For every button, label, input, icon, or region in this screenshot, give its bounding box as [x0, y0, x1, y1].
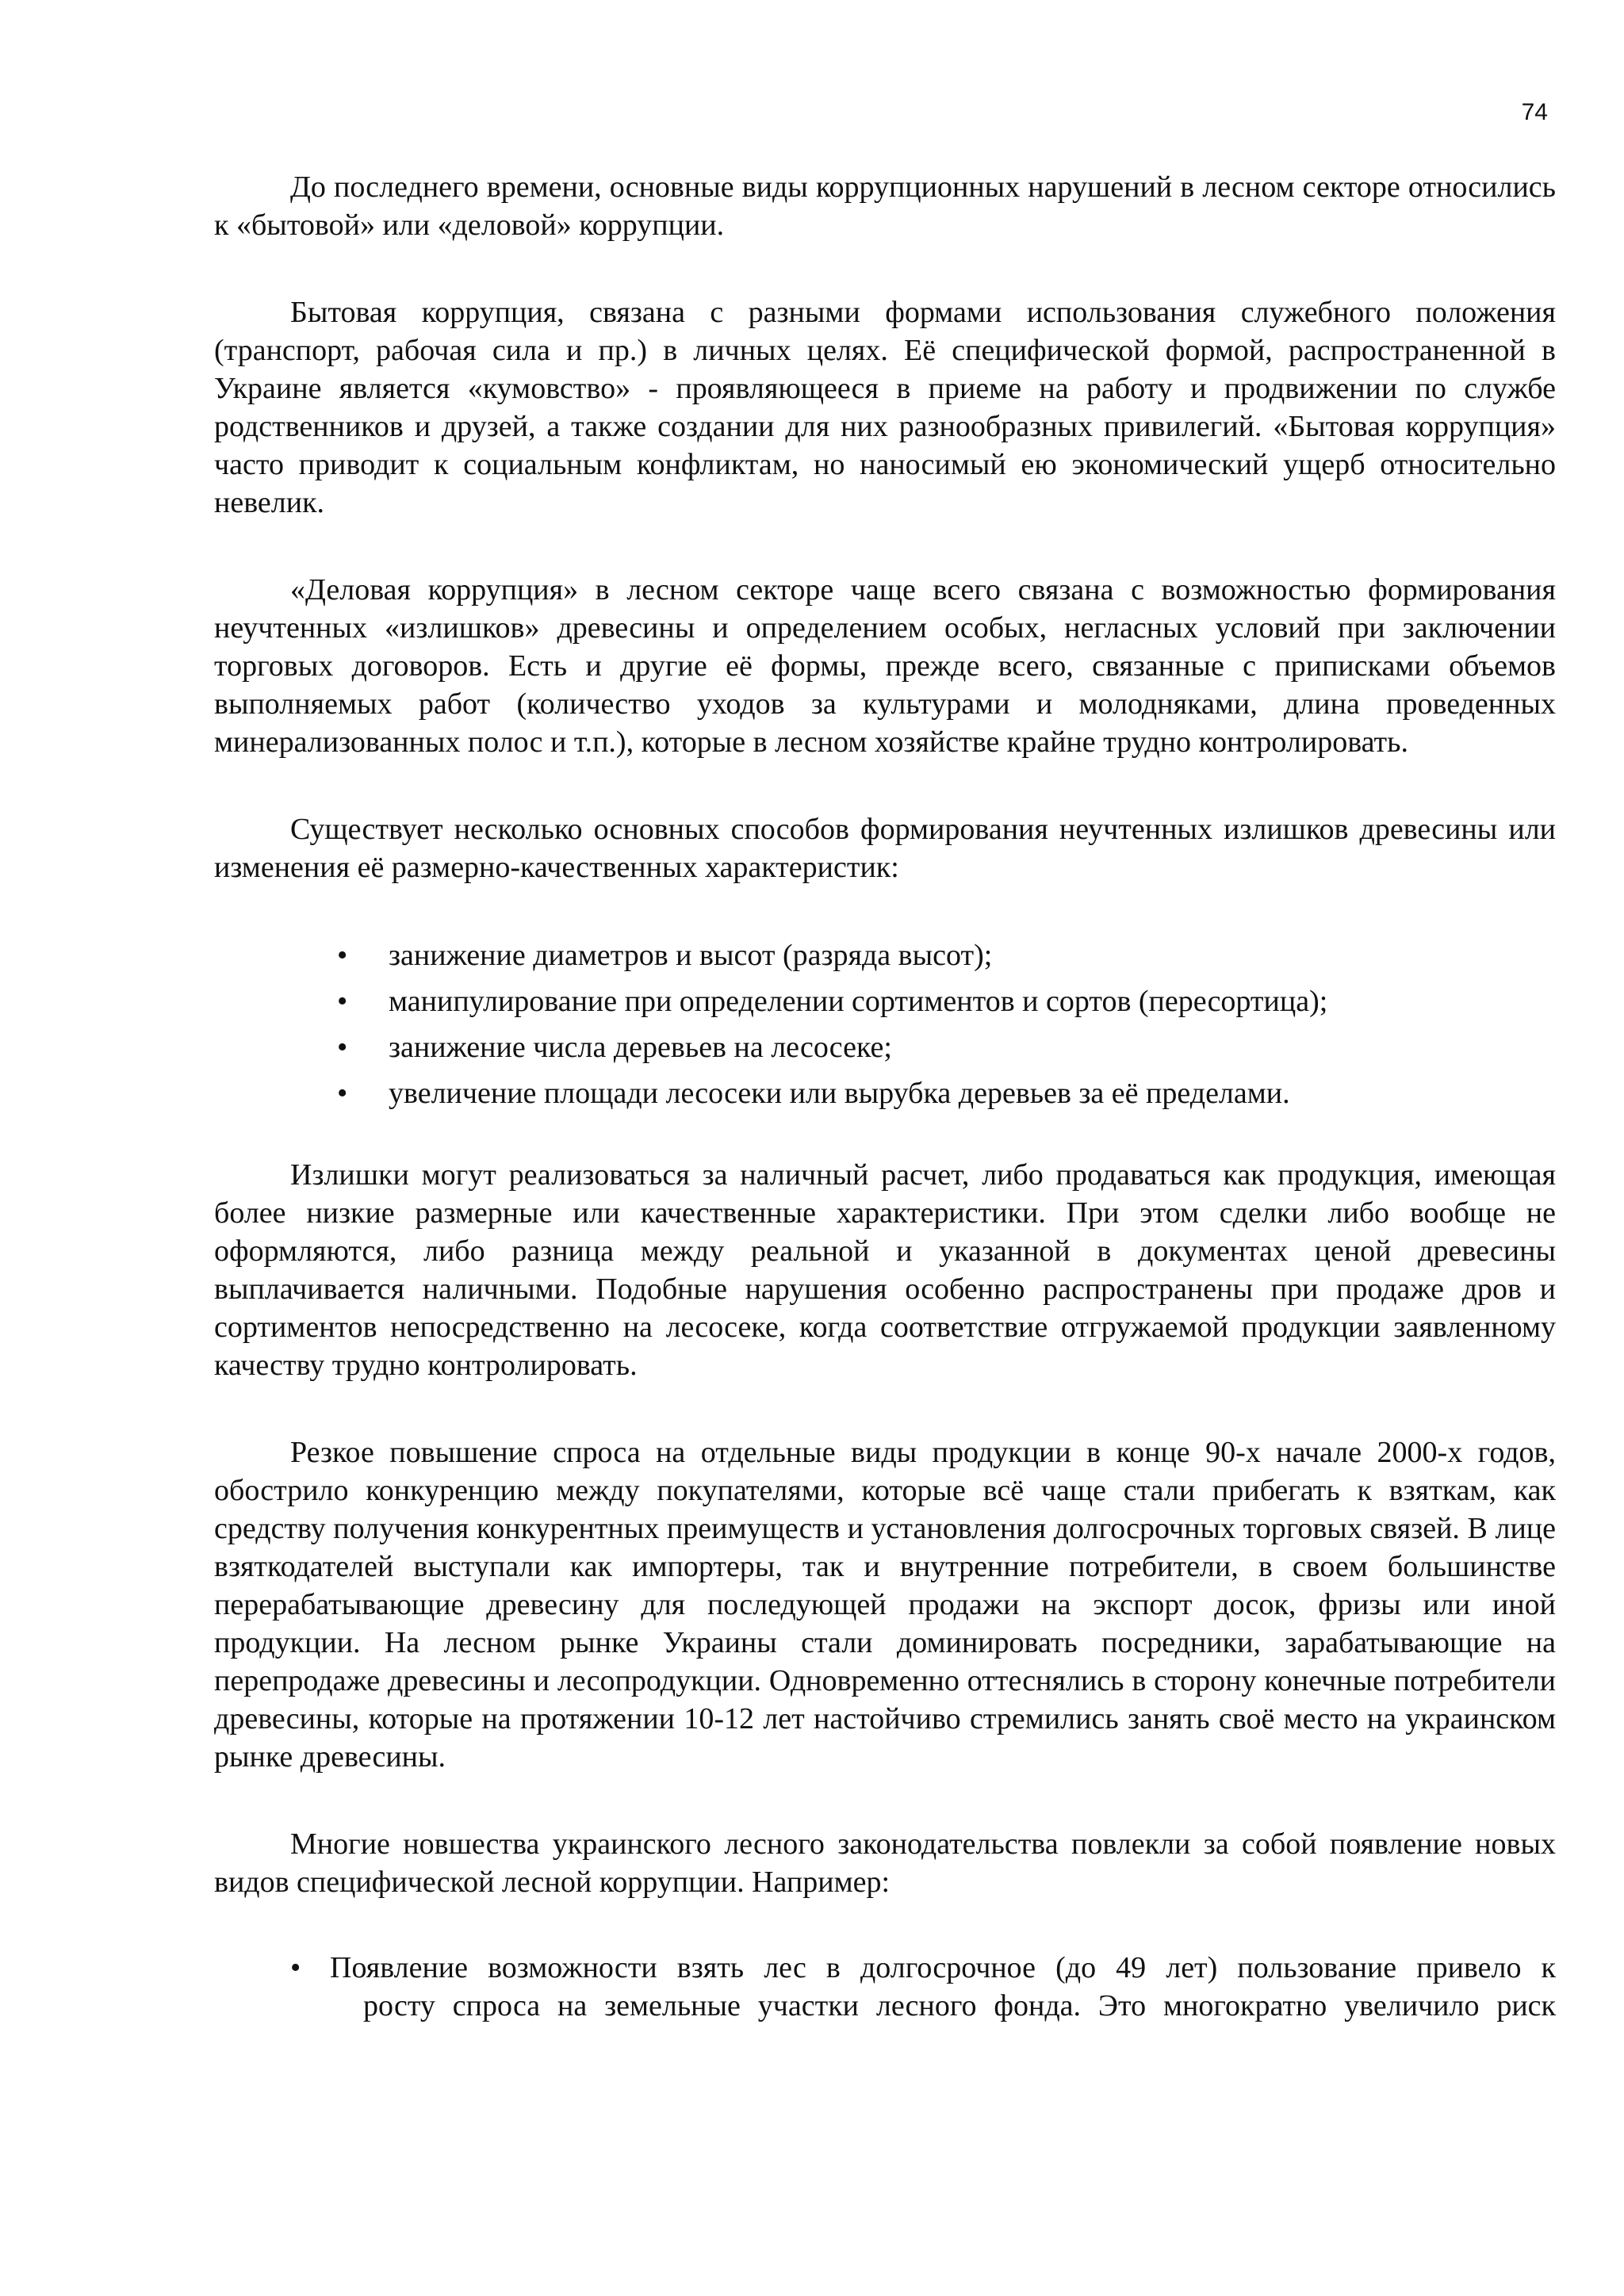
paragraph: Излишки могут реализоваться за наличный расчет, либо продаваться как продукция, имеющая более низкие размерные или качественные характеристики. При этом сделки либо вообще не оформляются, либо разница между реальной и указанной в документах ценой древесины выплачивается наличными. Подобные нарушения особенно распространены при продаже дров и сортиментов непосредственно на лесосеке, когда соответствие отгружаемой продукции заявленному качеству трудно контролировать.: [214, 1158, 1556, 1382]
document-body: [214, 168, 1556, 2025]
list-item: • занижение диаметров и высот (разряда высот);: [214, 932, 1556, 978]
bullet-icon: •: [337, 1031, 348, 1064]
bullet-icon: •: [337, 1077, 348, 1110]
list-item: [214, 1949, 1556, 2025]
bullet-icon: •: [337, 985, 348, 1018]
bullet-icon: •: [337, 939, 348, 972]
paragraph: «Деловая коррупция» в лесном секторе чаще всего связана с возможностью формирования неучтенных «излишков» древесины и определением особых, негласных условий при заключении торговых договоров. Есть и другие её формы, прежде всего, связанные с приписками объемов выполняемых работ (количество уходов за культурами и молодняками, длина проведенных минерализованных полос и т.п.), которые в лесном хозяйстве крайне трудно контролировать.: [214, 573, 1556, 759]
list-item-line: Появление возможности взять лес в долгосрочное (до 49 лет) пользование привело к: [330, 1951, 1556, 1984]
page-number: 74: [1521, 99, 1548, 125]
bullet-icon: •: [290, 1951, 301, 1984]
paragraph: Бытовая коррупция, связана с разными формами использования служебного положения (транспорт, рабочая сила и пр.) в личных целях. Её специфической формой, распространенной в Украине является «кумовство» - проявляющееся в приеме на работу и продвижении по службе родственников и друзей, а также создании для них разнообразных привилегий. «Бытовая коррупция» часто приводит к социальным конфликтам, но наносимый ею экономический ущерб относительно невелик.: [214, 296, 1556, 519]
paragraph: Резкое повышение спроса на отдельные виды продукции в конце 90-х начале 2000-х годов, обострило конкуренцию между покупателями, которые всё чаще стали прибегать к взяткам, как средству получения конкурентных преимуществ и установления долгосрочных торговых связей. В лице взяткодателей выступали как импортеры, так и внутренние потребители, в своем большинстве перерабатывающие древесину для последующей продажи на экспорт досок, фризы или иной продукции. На лесном рынке Украины стали доминировать посредники, зарабатывающие на перепродаже древесины и лесопродукции. Одновременно оттеснялись в сторону конечные потребители древесины, которые на протяжении 10-12 лет настойчиво стремились занять своё место на украинском рынке древесины.: [214, 1436, 1556, 1774]
list-item: • манипулирование при определении сортиментов и сортов (пересортица);: [214, 978, 1556, 1024]
list-item: • занижение числа деревьев на лесосеке;: [214, 1024, 1556, 1070]
paragraph: Существует несколько основных способов формирования неучтенных излишков древесины или изменения её размерно-качественных характеристик:: [214, 813, 1556, 884]
list-item-line: росту спроса на земельные участки лесного фонда. Это многократно увеличило риск: [363, 1989, 1556, 2022]
list-item: • увеличение площади лесосеки или вырубка деревьев за её пределами.: [214, 1070, 1556, 1116]
paragraph: До последнего времени, основные виды коррупционных нарушений в лесном секторе относились к «бытовой» или «деловой» коррупции.: [214, 170, 1556, 242]
paragraph: Многие новшества украинского лесного законодательства повлекли за собой появление новых видов специфической лесной коррупции. Например:: [214, 1827, 1556, 1899]
bullet-list: [214, 932, 1556, 1116]
